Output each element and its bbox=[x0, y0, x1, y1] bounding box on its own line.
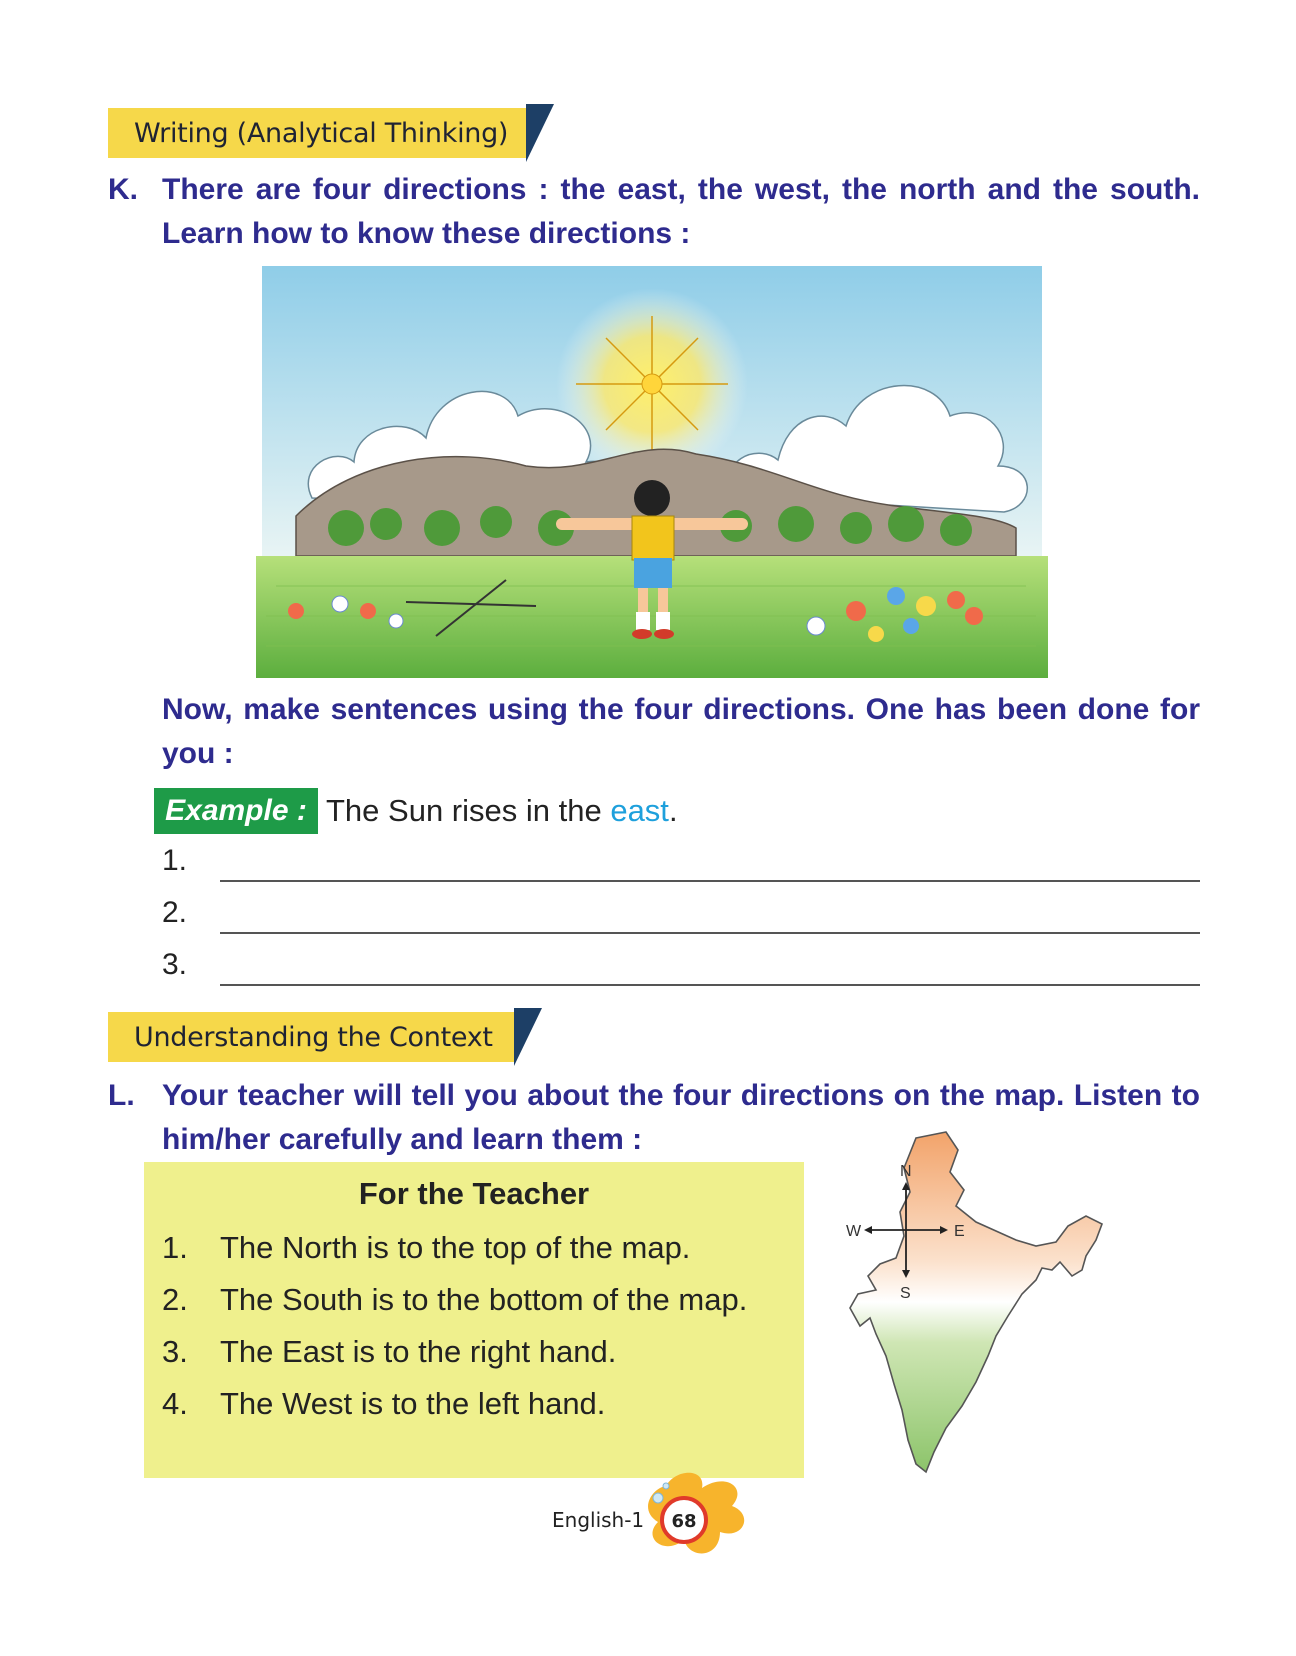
footer-book-title: English-1 bbox=[552, 1508, 645, 1532]
teacher-item bbox=[162, 1334, 616, 1370]
compass-n: N bbox=[900, 1163, 912, 1180]
instruction-text: Now, make sentences using the four directions. One has been done for you : bbox=[162, 693, 1200, 770]
item-text: The West is to the left hand. bbox=[220, 1386, 606, 1421]
teacher-item bbox=[162, 1230, 690, 1266]
item-number: 1. bbox=[162, 1230, 188, 1265]
example-label: Example : bbox=[154, 788, 318, 834]
section-tag-writing bbox=[108, 108, 528, 158]
item-number: 3. bbox=[162, 1334, 188, 1369]
page-number-badge bbox=[636, 1468, 756, 1558]
question-letter: K. bbox=[108, 173, 138, 206]
question-k bbox=[108, 168, 1200, 258]
teacher-item bbox=[162, 1282, 747, 1318]
example-keyword: east bbox=[610, 793, 669, 828]
item-text: The East is to the right hand. bbox=[220, 1334, 617, 1369]
sunrise-illustration bbox=[256, 266, 1048, 678]
example-post: . bbox=[668, 793, 678, 828]
answer-line-number: 2. bbox=[162, 896, 188, 929]
teacher-note-box bbox=[144, 1162, 804, 1478]
teacher-title: For the Teacher bbox=[358, 1176, 590, 1211]
answer-line-number: 3. bbox=[162, 948, 188, 981]
answer-line-2[interactable] bbox=[160, 894, 1200, 944]
section-tag-label: Understanding the Context bbox=[134, 1021, 493, 1053]
question-prompt: Your teacher will tell you about the four directions on the map. Listen to him/her carefully and learn them : bbox=[162, 1079, 1200, 1156]
tag-flag bbox=[526, 104, 554, 162]
item-text: The North is to the top of the map. bbox=[220, 1230, 691, 1265]
india-outline bbox=[850, 1132, 1102, 1472]
compass-w: W bbox=[846, 1223, 862, 1240]
answer-line-3[interactable] bbox=[160, 946, 1200, 996]
example-sentence bbox=[326, 786, 678, 836]
answer-line-1[interactable] bbox=[160, 842, 1200, 892]
item-number: 4. bbox=[162, 1386, 188, 1421]
compass-e: E bbox=[954, 1223, 965, 1240]
question-prompt: There are four directions : the east, the west, the north and the south. Learn how to know these directions : bbox=[162, 173, 1200, 250]
tag-flag bbox=[514, 1008, 542, 1066]
section-tag-label: Writing (Analytical Thinking) bbox=[134, 117, 509, 149]
example-pre: The Sun rises in the bbox=[326, 793, 611, 828]
answer-rule bbox=[220, 984, 1200, 986]
answer-line-number: 1. bbox=[162, 844, 188, 877]
page-number: 68 bbox=[671, 1511, 697, 1532]
answer-rule bbox=[220, 880, 1200, 882]
instruction-make-sentences bbox=[162, 688, 1200, 778]
item-number: 2. bbox=[162, 1282, 188, 1317]
india-map bbox=[846, 1130, 1166, 1480]
answer-rule bbox=[220, 932, 1200, 934]
question-letter: L. bbox=[108, 1079, 135, 1112]
compass-s: S bbox=[900, 1285, 911, 1302]
teacher-item bbox=[162, 1386, 605, 1422]
section-tag-context bbox=[108, 1012, 516, 1062]
item-text: The South is to the bottom of the map. bbox=[220, 1282, 748, 1317]
